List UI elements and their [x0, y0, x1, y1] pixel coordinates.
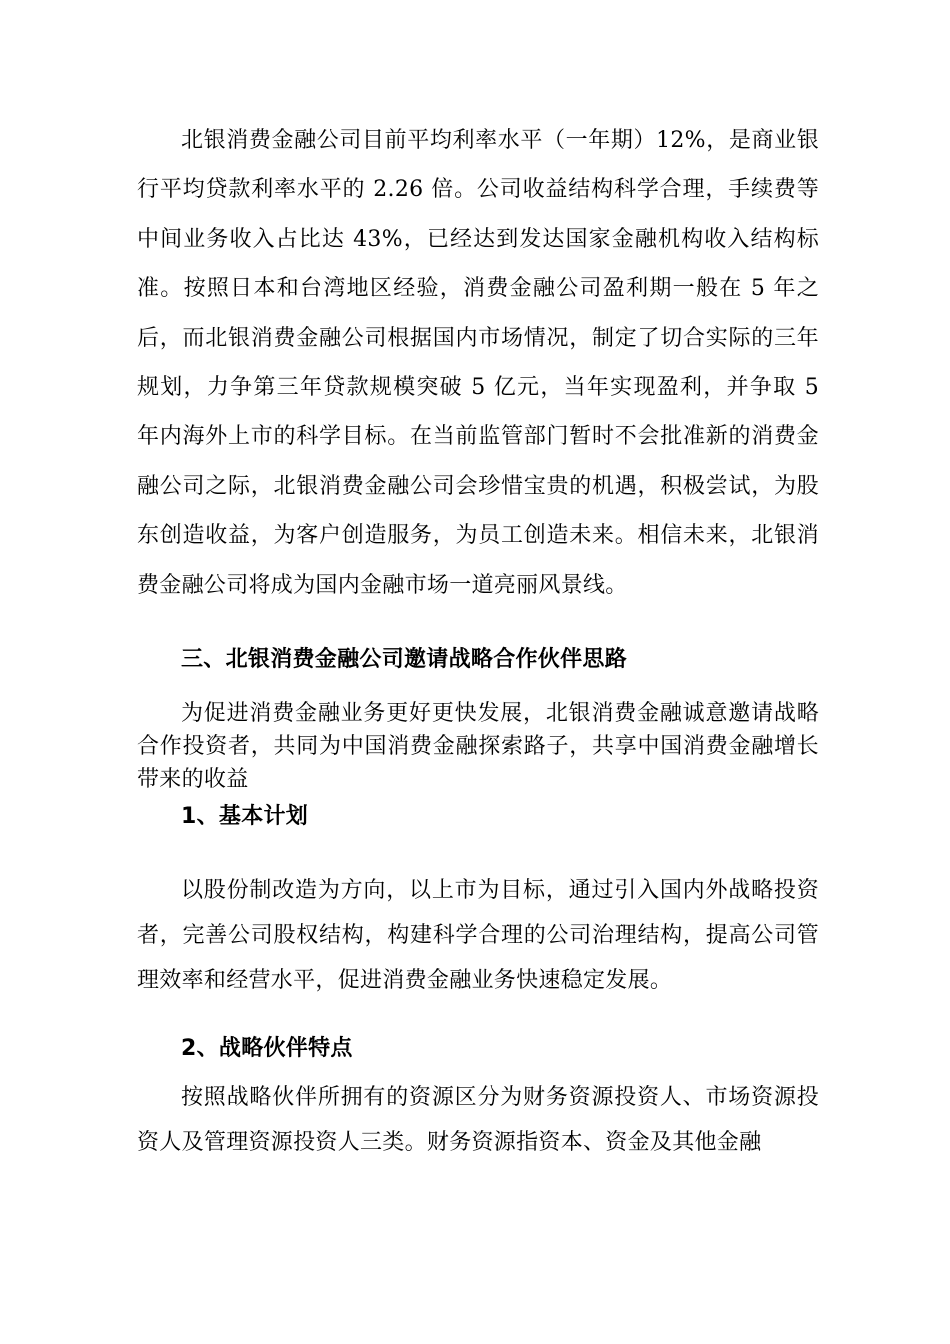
section-three-paragraph: 为促进消费金融业务更好更快发展，北银消费金融诚意邀请战略合作投资者，共同为中国消费金融探索路子，共享中国消费金融增长带来的收益 — [137, 701, 819, 792]
partner-features-paragraph: 按照战略伙伴所拥有的资源区分为财务资源投资人、市场资源投资人及管理资源投资人三类。财务资源指资本、资金及其他金融 — [137, 1085, 819, 1155]
section-three-heading: 三、北银消费金融公司邀请战略合作伙伴思路 — [181, 647, 628, 672]
partner-features-heading: 2、战略伙伴特点 — [181, 1036, 353, 1061]
intro-paragraph: 北银消费金融公司目前平均利率水平（一年期）12%，是商业银行平均贷款利率水平的 2.26 倍。公司收益结构科学合理，手续费等中间业务收入占比达 43%，已经达到发达国家金融机构收入结构标准。按照日本和台湾地区经验，消费金融公司盈利期一般在 5 年之后，而北银消费金融公司根据国内市场情况，制定了切合实际的三年规划，力争第三年贷款规模突破 5 亿元，当年实现盈利，并争取 5 年内海外上市的科学目标。在当前监管部门暂时不会批准新的消费金融公司之际，北银消费金融公司会珍惜宝贵的机遇，积极尝试，为股东创造收益，为客户创造服务，为员工创造未来。相信未来，北银消费金融公司将成为国内金融市场一道亮丽风景线。 — [137, 128, 819, 598]
basic-plan-heading: 1、基本计划 — [181, 804, 309, 829]
basic-plan-paragraph: 以股份制改造为方向，以上市为目标，通过引入国内外战略投资者，完善公司股权结构，构建科学合理的公司治理结构，提高公司管理效率和经营水平，促进消费金融业务快速稳定发展。 — [137, 878, 819, 993]
